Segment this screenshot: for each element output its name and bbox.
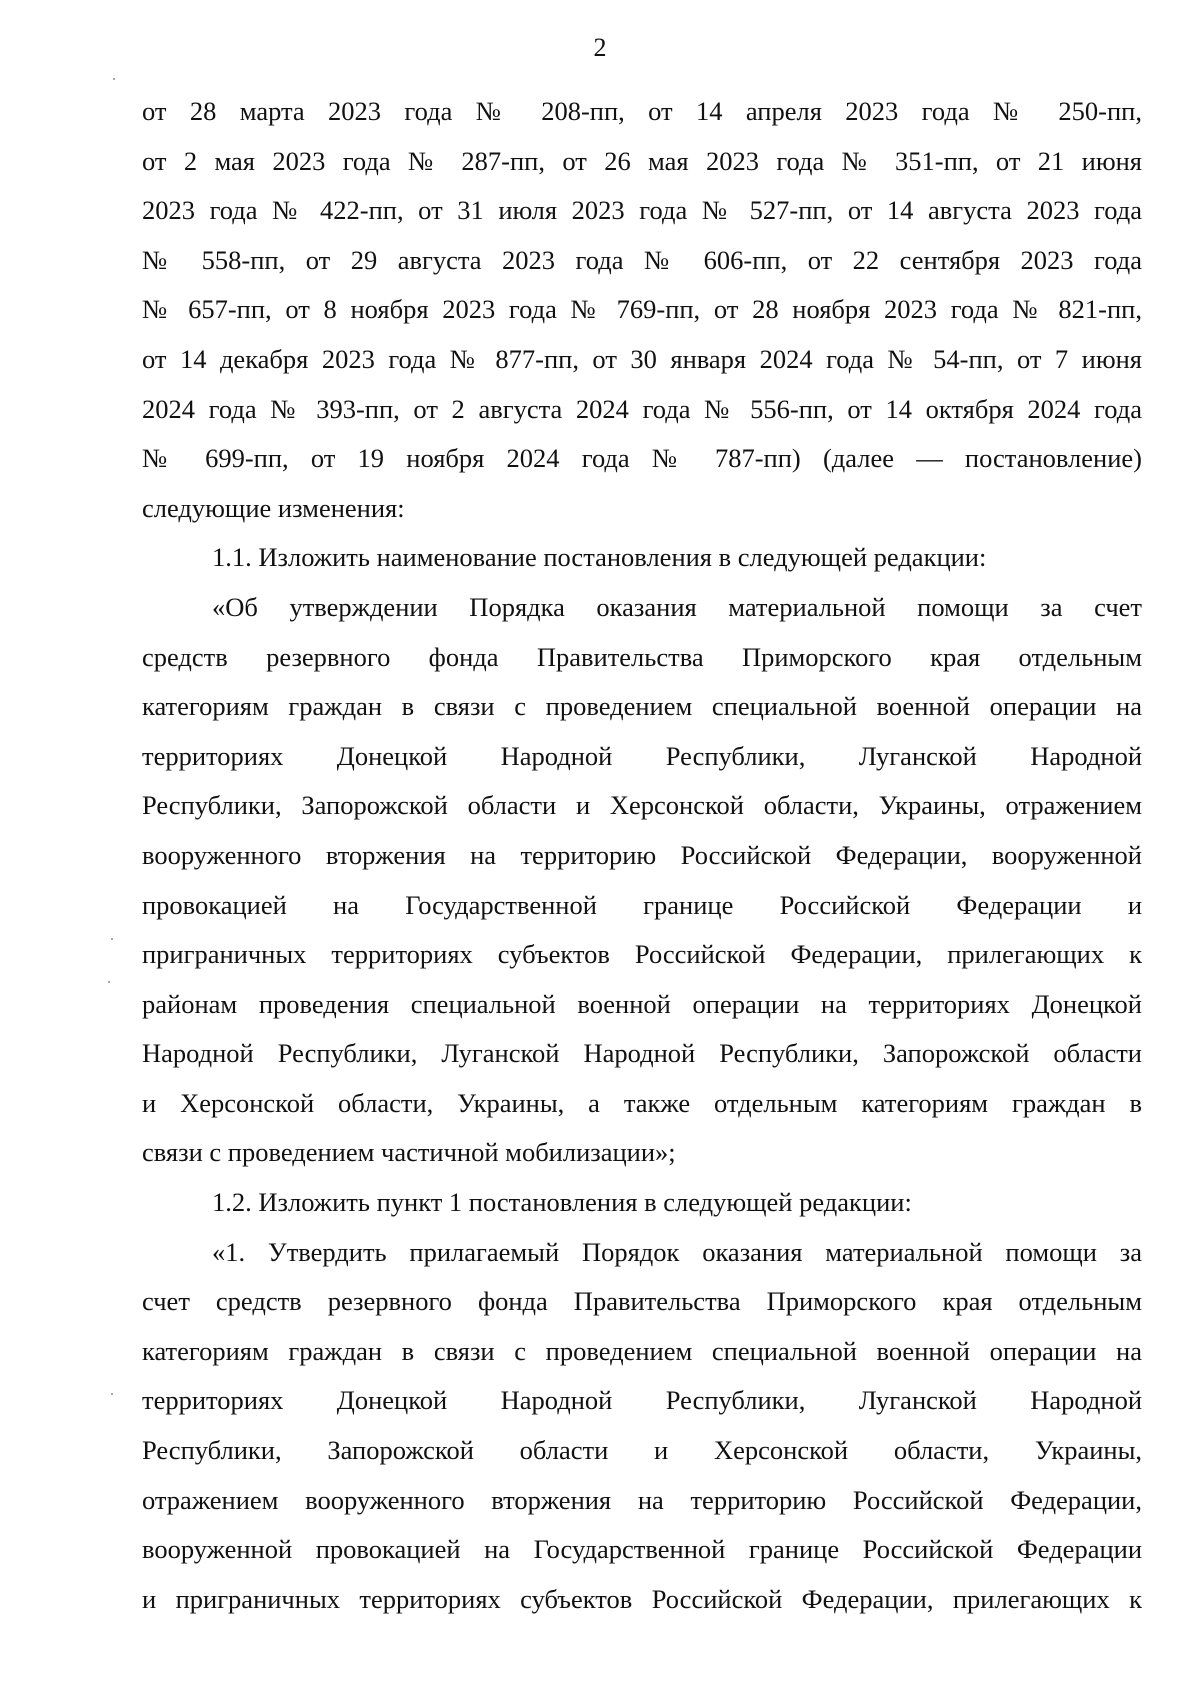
- quoted-title-line: районам проведения специальной военной операции на территориях Донецкой: [142, 988, 1142, 1019]
- text-line: № 699-пп, от 19 ноября 2024 года № 787-пп) (далее — постановление): [142, 443, 1142, 474]
- quoted-title-line: «Об утверждении Порядка оказания материальной помощи за счет: [212, 591, 1142, 622]
- scan-speck: [111, 1393, 113, 1395]
- text-line: 2023 года № 422-пп, от 31 июля 2023 года № 527-пп, от 14 августа 2023 года: [142, 195, 1142, 226]
- quoted-point-line: отражением вооруженного вторжения на территорию Российской Федерации,: [142, 1484, 1142, 1515]
- text-line: от 14 декабря 2023 года № 877-пп, от 30 января 2024 года № 54-пп, от 7 июня: [142, 343, 1142, 374]
- quoted-title-line: Народной Республики, Луганской Народной Республики, Запорожской области: [142, 1038, 1142, 1069]
- document-body: [142, 87, 1142, 1624]
- text-line: 2024 года № 393-пп, от 2 августа 2024 года № 556-пп, от 14 октября 2024 года: [142, 393, 1142, 424]
- quoted-title-line: средств резервного фонда Правительства Приморского края отдельным: [142, 641, 1142, 672]
- page-number: 2: [593, 33, 607, 62]
- scan-speck: [108, 981, 110, 983]
- text-line: от 2 мая 2023 года № 287-пп, от 26 мая 2023 года № 351-пп, от 21 июня: [142, 145, 1142, 176]
- quoted-title-line: приграничных территориях субъектов Российской Федерации, прилегающих к: [142, 939, 1142, 970]
- text-line: № 558-пп, от 29 августа 2023 года № 606-пп, от 22 сентября 2023 года: [142, 244, 1142, 275]
- quoted-point-line: счет средств резервного фонда Правительства Приморского края отдельным: [142, 1286, 1142, 1317]
- quoted-title-line: Республики, Запорожской области и Херсонской области, Украины, отражением: [142, 790, 1142, 821]
- scan-speck: [111, 938, 113, 940]
- quoted-point-line: вооруженной провокацией на Государственной границе Российской Федерации: [142, 1534, 1142, 1565]
- quoted-title-line: территориях Донецкой Народной Республики, Луганской Народной: [142, 740, 1142, 771]
- quoted-point-line: «1. Утвердить прилагаемый Порядок оказания материальной помощи за: [212, 1236, 1142, 1267]
- quoted-point-line: Республики, Запорожской области и Херсонской области, Украины,: [142, 1435, 1142, 1466]
- text-line: № 657-пп, от 8 ноября 2023 года № 769-пп, от 28 ноября 2023 года № 821-пп,: [142, 294, 1142, 325]
- text-line: от 28 марта 2023 года № 208-пп, от 14 апреля 2023 года № 250-пп,: [142, 96, 1142, 126]
- quoted-title-line: и Херсонской области, Украины, а также отдельным категориям граждан в: [142, 1087, 1142, 1118]
- section-heading-1-2: 1.2. Изложить пункт 1 постановления в следующей редакции:: [212, 1187, 912, 1218]
- text-line: следующие изменения:: [142, 492, 405, 523]
- quoted-point-line: и приграничных территориях субъектов Российской Федерации, прилегающих к: [142, 1583, 1142, 1614]
- scan-speck: [113, 78, 115, 80]
- quoted-point-line: категориям граждан в связи с проведением специальной военной операции на: [142, 1335, 1142, 1366]
- quoted-point-line: территориях Донецкой Народной Республики, Луганской Народной: [142, 1385, 1142, 1416]
- quoted-title-line: категориям граждан в связи с проведением специальной военной операции на: [142, 691, 1142, 722]
- quoted-title-line: вооруженного вторжения на территорию Российской Федерации, вооруженной: [142, 839, 1142, 870]
- quoted-title-line: провокацией на Государственной границе Российской Федерации и: [142, 889, 1142, 920]
- section-heading-1-1: 1.1. Изложить наименование постановления в следующей редакции:: [212, 542, 987, 573]
- quoted-title-line: связи с проведением частичной мобилизации»;: [142, 1137, 676, 1168]
